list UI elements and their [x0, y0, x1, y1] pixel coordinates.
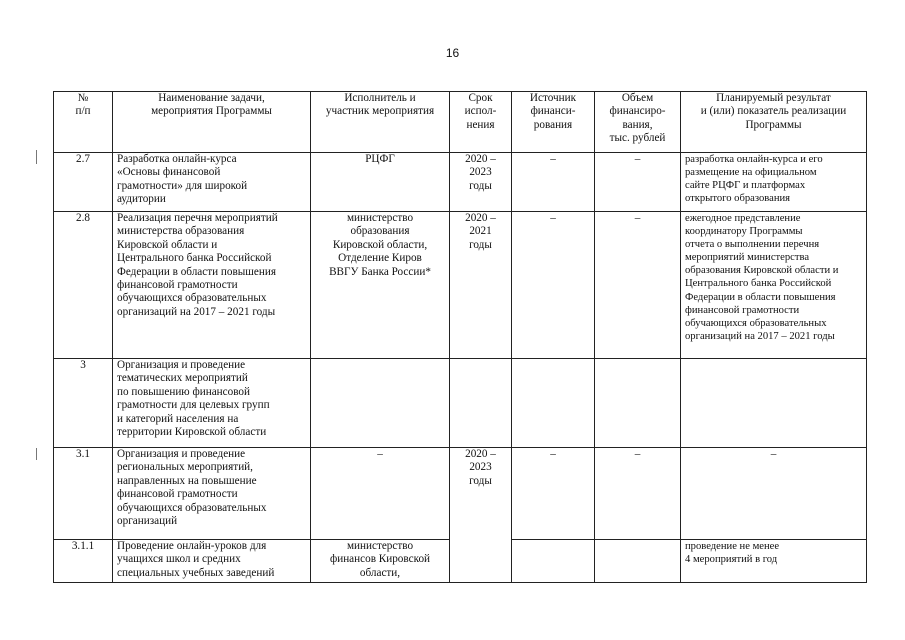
row-funding-source: –: [512, 153, 595, 212]
table-header-row: [54, 92, 867, 153]
row-number: 2.8: [54, 212, 113, 359]
header-planned-result: Планируемый результат и (или) показатель реализации Программы: [681, 92, 867, 153]
margin-mark: [36, 150, 37, 164]
header-term: Срок испол- нения: [450, 92, 512, 153]
header-executor: Исполнитель и участник мероприятия: [311, 92, 450, 153]
margin-mark: [36, 448, 37, 460]
table-row: [54, 359, 867, 448]
row-task-name: Разработка онлайн-курса «Основы финансовой грамотности» для широкой аудитории: [113, 153, 311, 212]
table-row: [54, 212, 867, 359]
row-funding-volume: –: [595, 153, 681, 212]
row-term: 2020 – 2021 годы: [450, 212, 512, 359]
row-funding-volume: –: [595, 212, 681, 359]
row-funding-source: –: [512, 448, 595, 540]
row-term: 2020 – 2023 годы: [450, 153, 512, 212]
row-number: 3.1: [54, 448, 113, 540]
row-executor: –: [311, 448, 450, 540]
table-row: [54, 448, 867, 540]
row-term: 2020 – 2023 годы: [450, 448, 512, 583]
row-executor: министерство образования Кировской области, Отделение Киров ВВГУ Банка России*: [311, 212, 450, 359]
row-task-name: Организация и проведение тематических мероприятий по повышению финансовой грамотности для целевых групп и категорий населения на территории Кировской области: [113, 359, 311, 448]
row-planned-result: [681, 359, 867, 448]
row-number: 2.7: [54, 153, 113, 212]
row-number: 3.1.1: [54, 540, 113, 583]
row-planned-result: разработка онлайн-курса и его размещение на официальном сайте РЦФГ и платформах открытого образования: [681, 153, 867, 212]
row-planned-result: проведение не менее 4 мероприятий в год: [681, 540, 867, 583]
row-number: 3: [54, 359, 113, 448]
header-number: № п/п: [54, 92, 113, 153]
program-activities-table: [53, 91, 867, 583]
row-funding-volume: –: [595, 448, 681, 540]
row-planned-result: –: [681, 448, 867, 540]
row-funding-volume: [595, 540, 681, 583]
row-task-name: Проведение онлайн-уроков для учащихся школ и средних специальных учебных заведений: [113, 540, 311, 583]
row-task-name: Организация и проведение региональных мероприятий, направленных на повышение финансовой грамотности обучающихся образовательных организаций: [113, 448, 311, 540]
row-planned-result: ежегодное представление координатору Программы отчета о выполнении перечня мероприятий министерства образования Кировской области и Центрального банка Российской Федерации в области повышения финансовой грамотности обучающихся образовательных организаций на 2017 – 2021 годы: [681, 212, 867, 359]
row-funding-source: [512, 540, 595, 583]
row-executor: министерство финансов Кировской области,: [311, 540, 450, 583]
row-executor: [311, 359, 450, 448]
page-number: 16: [445, 46, 460, 60]
header-task-name: Наименование задачи, мероприятия Программы: [113, 92, 311, 153]
row-task-name: Реализация перечня мероприятий министерства образования Кировской области и Центрального банка Российской Федерации в области повышения финансовой грамотности обучающихся образовательных организаций на 2017 – 2021 годы: [113, 212, 311, 359]
row-funding-volume: [595, 359, 681, 448]
header-funding-volume: Объем финансиро- вания, тыс. рублей: [595, 92, 681, 153]
row-funding-source: –: [512, 212, 595, 359]
row-executor: РЦФГ: [311, 153, 450, 212]
row-term: [450, 359, 512, 448]
header-funding-source: Источник финанси- рования: [512, 92, 595, 153]
table-row: [54, 153, 867, 212]
row-funding-source: [512, 359, 595, 448]
